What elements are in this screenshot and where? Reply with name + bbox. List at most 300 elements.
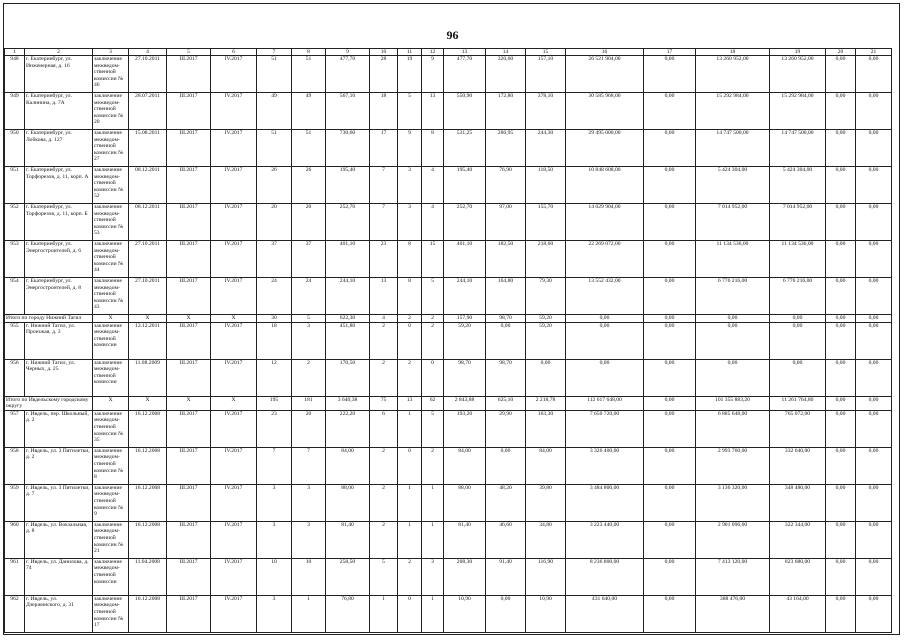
table-cell: 4 [422, 204, 444, 241]
table-cell: 0,00 [644, 56, 696, 93]
table-cell: 88,00 [326, 484, 370, 521]
table-cell: 962 [5, 595, 25, 632]
table-cell: 15 [422, 241, 444, 278]
table-cell: 252,70 [444, 204, 486, 241]
column-number: 6 [211, 49, 257, 56]
address-cell: г. Екатеринбург, ул. Торфорезов, д. 11, корп. Б [25, 204, 93, 241]
table-row [5, 93, 892, 130]
table-cell: 39,80 [526, 484, 566, 521]
table-cell: 0,00 [644, 322, 696, 359]
table-cell: 3 [398, 167, 422, 204]
table-cell: 0,00 [856, 56, 892, 93]
table-cell: 15.08.2011 [129, 130, 167, 167]
table-cell: 0,00 [826, 484, 856, 521]
table-cell: 16.12.2008 [129, 410, 167, 447]
table-cell: III.2017 [167, 521, 211, 558]
total-cell: 75 [370, 396, 398, 410]
table-cell: 97,00 [486, 204, 526, 241]
table-cell: 15 292 984,00 [696, 93, 770, 130]
table-cell: 0 [398, 595, 422, 632]
address-cell: г. Нижний Тагил, ул. Черных, д. 25 [25, 359, 93, 396]
table-cell: 320,60 [486, 56, 526, 93]
table-cell: 5 [398, 93, 422, 130]
table-cell: 6 [370, 410, 398, 447]
table-cell: 59,20 [444, 322, 486, 359]
table-cell: 0,00 [826, 322, 856, 359]
table-cell: 0,00 [856, 521, 892, 558]
table-cell: 0,00 [856, 204, 892, 241]
table-cell: 26 [292, 167, 326, 204]
table-cell: 11 134 536,00 [770, 241, 826, 278]
table-cell: 88,00 [444, 484, 486, 521]
table-cell: 7 014 952,00 [696, 204, 770, 241]
column-number: 1 [5, 49, 25, 56]
total-cell: 3 640,38 [326, 396, 370, 410]
table-cell: 76,80 [326, 595, 370, 632]
table-cell: 195,40 [326, 167, 370, 204]
document-cell: заключение межведом-ственной комиссии № 35 [93, 410, 129, 447]
table-row [5, 241, 892, 278]
table-row [5, 167, 892, 204]
document-cell: заключение межведом-ственной комиссии № 43 [93, 278, 129, 315]
table-cell: IV.2017 [211, 241, 257, 278]
table-cell: 9 [422, 56, 444, 93]
table-cell: 0,00 [826, 410, 856, 447]
table-cell: 29 495 000,00 [566, 130, 644, 167]
table-cell: 218,60 [526, 241, 566, 278]
table-cell: 0,00 [826, 447, 856, 484]
table-cell: 14 747 500,00 [696, 130, 770, 167]
table-cell: 1 [398, 484, 422, 521]
table-cell: 43 164,00 [770, 595, 826, 632]
column-number: 17 [644, 49, 696, 56]
column-number: 4 [129, 49, 167, 56]
table-cell: III.2017 [167, 204, 211, 241]
table-cell: 730,60 [326, 130, 370, 167]
total-cell: X [211, 396, 257, 410]
column-number: 20 [826, 49, 856, 56]
table-cell: 2 [370, 322, 398, 359]
table-cell: 5 424 304,00 [696, 167, 770, 204]
table-cell: 258,50 [326, 558, 370, 595]
total-cell: X [167, 396, 211, 410]
document-cell: заключение межведом-ственной комиссии № 27 [93, 130, 129, 167]
table-cell: 286,95 [486, 130, 526, 167]
table-cell: 7 [257, 447, 292, 484]
document-cell: заключение межведом-ственной комиссии № 8 [93, 447, 129, 484]
table-cell: III.2017 [167, 167, 211, 204]
table-cell: 10 [257, 558, 292, 595]
table-cell: 10,90 [444, 595, 486, 632]
table-row [5, 322, 892, 359]
table-cell: 0,00 [644, 595, 696, 632]
register-table [4, 48, 892, 633]
table-cell: IV.2017 [211, 359, 257, 396]
table-cell: 0,00 [644, 278, 696, 315]
table-cell: 222,20 [326, 410, 370, 447]
table-cell: 2 [370, 484, 398, 521]
table-cell: 195,40 [444, 167, 486, 204]
table-cell: 27.10.2011 [129, 56, 167, 93]
table-cell: 14 747 500,00 [770, 130, 826, 167]
table-row [5, 410, 892, 447]
table-cell: 1 [292, 595, 326, 632]
total-cell: 0,00 [644, 396, 696, 410]
total-cell: 2 [398, 315, 422, 323]
document-cell: заключение межведом-ственной комиссии № 53 [93, 204, 129, 241]
total-cell: 59,20 [526, 315, 566, 323]
table-cell: 431 640,00 [566, 595, 644, 632]
table-cell: 2 [398, 359, 422, 396]
column-number: 10 [370, 49, 398, 56]
table-cell: 0,00 [856, 322, 892, 359]
table-cell: 18 [370, 93, 398, 130]
table-cell: 950 [5, 130, 25, 167]
total-cell: 98,70 [486, 315, 526, 323]
table-cell: 961 [5, 558, 25, 595]
table-cell: 208,30 [444, 558, 486, 595]
table-cell: 2 901 096,00 [696, 521, 770, 558]
table-cell: 477,70 [444, 56, 486, 93]
total-cell: X [93, 396, 129, 410]
table-cell: III.2017 [167, 410, 211, 447]
table-cell: 16.12.2008 [129, 521, 167, 558]
table-cell: 0,00 [856, 130, 892, 167]
table-cell: 7 [370, 167, 398, 204]
column-number: 21 [856, 49, 892, 56]
total-cell: 62 [422, 396, 444, 410]
document-cell: заключение межведом-ственной комиссии № 21 [93, 521, 129, 558]
table-cell: 59,20 [526, 322, 566, 359]
table-cell: 0,00 [826, 130, 856, 167]
total-cell: 0,00 [696, 315, 770, 323]
column-number: 15 [526, 49, 566, 56]
table-cell: 2 [422, 447, 444, 484]
table-cell: 0,00 [826, 56, 856, 93]
table-cell: 18 [257, 322, 292, 359]
total-cell: 11 261 764,80 [770, 396, 826, 410]
table-cell: 0,00 [644, 167, 696, 204]
address-cell: г. Ивдель, ул. Данилова, д. 74 [25, 558, 93, 595]
table-cell: 20 [292, 204, 326, 241]
table-cell: IV.2017 [211, 204, 257, 241]
total-cell: X [129, 315, 167, 323]
table-row [5, 595, 892, 632]
table-cell: 3 [292, 521, 326, 558]
table-cell: 0,00 [644, 558, 696, 595]
column-number-row [5, 49, 892, 56]
table-cell: 0,00 [856, 93, 892, 130]
table-cell: 6 776 216,00 [770, 278, 826, 315]
total-row [5, 315, 892, 323]
table-cell: 0,00 [856, 484, 892, 521]
total-cell: 0,00 [644, 315, 696, 323]
total-cell: 622,30 [326, 315, 370, 323]
address-cell: г. Нижний Тагил, ул. Проезжая, д. 3 [25, 322, 93, 359]
table-cell: III.2017 [167, 558, 211, 595]
table-cell: 451,80 [326, 322, 370, 359]
address-cell: г. Екатеринбург, ул. Энергостроителей, д. 8 [25, 278, 93, 315]
table-cell: 401,10 [444, 241, 486, 278]
table-cell: 6 776 216,00 [696, 278, 770, 315]
total-cell: 157,90 [444, 315, 486, 323]
table-cell: 84,00 [444, 447, 486, 484]
table-row [5, 558, 892, 595]
table-cell: 26 [257, 167, 292, 204]
table-cell: IV.2017 [211, 93, 257, 130]
table-cell: 20 [257, 204, 292, 241]
table-cell: 13 552 432,00 [566, 278, 644, 315]
table-cell: 84,00 [526, 447, 566, 484]
table-cell: III.2017 [167, 447, 211, 484]
table-cell: IV.2017 [211, 484, 257, 521]
column-number: 2 [25, 49, 93, 56]
table-cell: 51 [292, 56, 326, 93]
table-cell: 0,00 [826, 167, 856, 204]
table-cell: 0,00 [486, 447, 526, 484]
table-cell: 765 072,00 [770, 410, 826, 447]
table-cell: 91,40 [486, 558, 526, 595]
page-number: 96 [446, 28, 459, 42]
total-cell: 195 [257, 396, 292, 410]
table-row [5, 521, 892, 558]
table-cell: 7 650 720,00 [566, 410, 644, 447]
total-cell: 0,00 [826, 315, 856, 323]
table-cell: 0,00 [856, 558, 892, 595]
address-cell: г. Екатеринбург, ул. Энергостроителей, д. 6 [25, 241, 93, 278]
table-cell: 3 [398, 204, 422, 241]
table-cell: 08.12.2011 [129, 204, 167, 241]
table-cell: 959 [5, 484, 25, 521]
table-cell: 332 640,00 [770, 447, 826, 484]
table-cell: 2 [370, 521, 398, 558]
table-cell: 3 [292, 484, 326, 521]
address-cell: г. Екатеринбург, ул. Торфорезов, д. 11, корп. А [25, 167, 93, 204]
total-cell: 2 [422, 315, 444, 323]
table-cell: 1 [370, 595, 398, 632]
table-cell: IV.2017 [211, 521, 257, 558]
table-cell: 8 [398, 278, 422, 315]
total-row [5, 396, 892, 410]
total-cell: X [129, 396, 167, 410]
table-cell: III.2017 [167, 241, 211, 278]
table-cell: 11 134 536,00 [696, 241, 770, 278]
table-cell: 81,40 [326, 521, 370, 558]
total-cell: 101 355 883,20 [696, 396, 770, 410]
table-cell: 531,25 [444, 130, 486, 167]
table-cell: 0,00 [644, 410, 696, 447]
table-cell: 3 484 800,00 [566, 484, 644, 521]
address-cell: г. Екатеринбург, ул. Калинина, д. 7А [25, 93, 93, 130]
table-cell: 0,00 [826, 521, 856, 558]
document-cell: заключение межведом-ственной комиссии № 20 [93, 93, 129, 130]
total-cell: 30 [257, 315, 292, 323]
address-cell: г. Екатеринбург, ул. Лобкова, д. 127 [25, 130, 93, 167]
table-cell: 7 [292, 447, 326, 484]
column-number: 18 [696, 49, 770, 56]
document-cell: заключение межведом-ственной комиссии № 52 [93, 167, 129, 204]
column-number: 19 [770, 49, 826, 56]
table-cell: 0,00 [856, 447, 892, 484]
table-cell: 16.12.2008 [129, 447, 167, 484]
table-cell: 3 223 440,00 [566, 521, 644, 558]
table-cell: 7 014 952,00 [770, 204, 826, 241]
table-cell: 949 [5, 93, 25, 130]
table-cell: III.2017 [167, 130, 211, 167]
table-cell: 957 [5, 410, 25, 447]
table-cell: 0,00 [826, 93, 856, 130]
table-cell: 81,40 [444, 521, 486, 558]
table-cell: 22 269 072,00 [566, 241, 644, 278]
table-cell: 182,50 [486, 241, 526, 278]
table-cell: 951 [5, 167, 25, 204]
table-cell: 388 476,00 [696, 595, 770, 632]
table-cell: 0,00 [644, 521, 696, 558]
table-cell: 5 424 304,00 [770, 167, 826, 204]
table-cell: 84,00 [326, 447, 370, 484]
table-cell: 567,10 [326, 93, 370, 130]
column-number: 7 [257, 49, 292, 56]
table-row [5, 56, 892, 93]
table-cell: 955 [5, 322, 25, 359]
table-cell: 170,50 [326, 359, 370, 396]
total-cell: 4 [370, 315, 398, 323]
table-cell: 0,00 [826, 558, 856, 595]
table-cell: 0,00 [644, 359, 696, 396]
column-number: 16 [566, 49, 644, 56]
table-cell: 193,20 [444, 410, 486, 447]
table-row [5, 447, 892, 484]
table-cell: 0,00 [644, 241, 696, 278]
table-cell: 0,00 [826, 359, 856, 396]
address-cell: г. Ивдель, ул. Вокзальная, д. 8 [25, 521, 93, 558]
table-cell: 2 [422, 322, 444, 359]
table-cell: 956 [5, 359, 25, 396]
column-number: 13 [444, 49, 486, 56]
table-cell: 1 [422, 521, 444, 558]
table-cell: 0,00 [770, 359, 826, 396]
table-cell: 3 [257, 484, 292, 521]
column-number: 3 [93, 49, 129, 56]
table-cell: 0,00 [856, 410, 892, 447]
table-cell: 0,00 [644, 93, 696, 130]
table-cell: 5 [370, 558, 398, 595]
table-cell: 13 [422, 93, 444, 130]
column-number: 11 [398, 49, 422, 56]
document-cell: заключение межведом-ственной комиссии № 17 [93, 595, 129, 632]
table-cell: 34,80 [526, 521, 566, 558]
table-cell: 157,10 [526, 56, 566, 93]
table-cell: III.2017 [167, 484, 211, 521]
address-cell: г. Ивдель, ул. 3 Пятилетки, д. 2 [25, 447, 93, 484]
table-cell: 3 [422, 558, 444, 595]
table-cell: 550,90 [444, 93, 486, 130]
table-cell: 29,90 [486, 410, 526, 447]
table-cell: 348 480,00 [770, 484, 826, 521]
document-cell: заключение межведом-ственной комиссии [93, 558, 129, 595]
table-cell: 1 [398, 521, 422, 558]
table-cell: IV.2017 [211, 410, 257, 447]
table-cell: 3 136 320,00 [696, 484, 770, 521]
table-cell: 0,00 [644, 130, 696, 167]
table-row [5, 278, 892, 315]
table-cell: 11.04.2008 [129, 558, 167, 595]
table-cell: 0,00 [696, 322, 770, 359]
table-cell: 12.12.2011 [129, 322, 167, 359]
document-cell: заключение межведом-ственной комиссии [93, 359, 129, 396]
table-cell: 7 [370, 204, 398, 241]
table-cell: III.2017 [167, 359, 211, 396]
table-cell: 8 236 800,00 [566, 558, 644, 595]
document-cell: заключение межведом-ственной комиссии № 44 [93, 241, 129, 278]
table-cell: 3 [257, 595, 292, 632]
table-cell: 2 [292, 359, 326, 396]
table-cell: 252,70 [326, 204, 370, 241]
total-cell: 2 218,78 [526, 396, 566, 410]
total-cell: 0,00 [856, 315, 892, 323]
column-number: 12 [422, 49, 444, 56]
table-cell: 27.10.2011 [129, 278, 167, 315]
table-cell: 0 [398, 322, 422, 359]
table-cell: 12 [257, 359, 292, 396]
table-cell: 0,00 [826, 278, 856, 315]
document-cell: заключение межведом-ственной комиссии № 9 [93, 484, 129, 521]
table-cell: 8 [398, 241, 422, 278]
table-cell: III.2017 [167, 595, 211, 632]
total-cell: 0,00 [770, 315, 826, 323]
table-cell: 3 [292, 322, 326, 359]
table-cell: 13 [370, 278, 398, 315]
table-cell: 0,00 [566, 322, 644, 359]
table-cell: 51 [257, 130, 292, 167]
table-cell: 9 [398, 130, 422, 167]
table-cell: IV.2017 [211, 322, 257, 359]
table-cell: 244,30 [526, 130, 566, 167]
table-cell: 378,10 [526, 93, 566, 130]
table-cell: 08.12.2011 [129, 167, 167, 204]
total-cell: 112 617 648,00 [566, 396, 644, 410]
table-cell: 118,50 [526, 167, 566, 204]
table-cell: 3 326 400,00 [566, 447, 644, 484]
table-cell: 477,70 [326, 56, 370, 93]
table-cell: 0,00 [826, 204, 856, 241]
table-cell: 98,70 [486, 359, 526, 396]
table-cell: 17 [370, 130, 398, 167]
table-cell: 13 260 952,00 [770, 56, 826, 93]
table-cell: 244,10 [326, 278, 370, 315]
table-cell: 51 [292, 130, 326, 167]
table-cell: 0,00 [526, 359, 566, 396]
table-cell: 0,00 [486, 322, 526, 359]
address-cell: г. Екатеринбург, ул. Инженерная, д. 16 [25, 56, 93, 93]
table-cell: IV.2017 [211, 447, 257, 484]
table-cell: 16.12.2008 [129, 595, 167, 632]
total-cell: 0,00 [566, 315, 644, 323]
document-cell: заключение межведом-ственной комиссии [93, 322, 129, 359]
table-cell: 15 292 984,00 [770, 93, 826, 130]
table-cell: 172,80 [486, 93, 526, 130]
table-cell: 952 [5, 204, 25, 241]
table-cell: 37 [292, 241, 326, 278]
total-cell: 5 [292, 315, 326, 323]
document-cell: заключение межведом-ственной комиссии № 46 [93, 56, 129, 93]
table-cell: 823 680,00 [770, 558, 826, 595]
table-cell: 5 [422, 410, 444, 447]
table-cell: 30 585 968,00 [566, 93, 644, 130]
table-cell: 155,70 [526, 204, 566, 241]
table-cell: 3 [257, 521, 292, 558]
table-cell: 0,00 [856, 241, 892, 278]
